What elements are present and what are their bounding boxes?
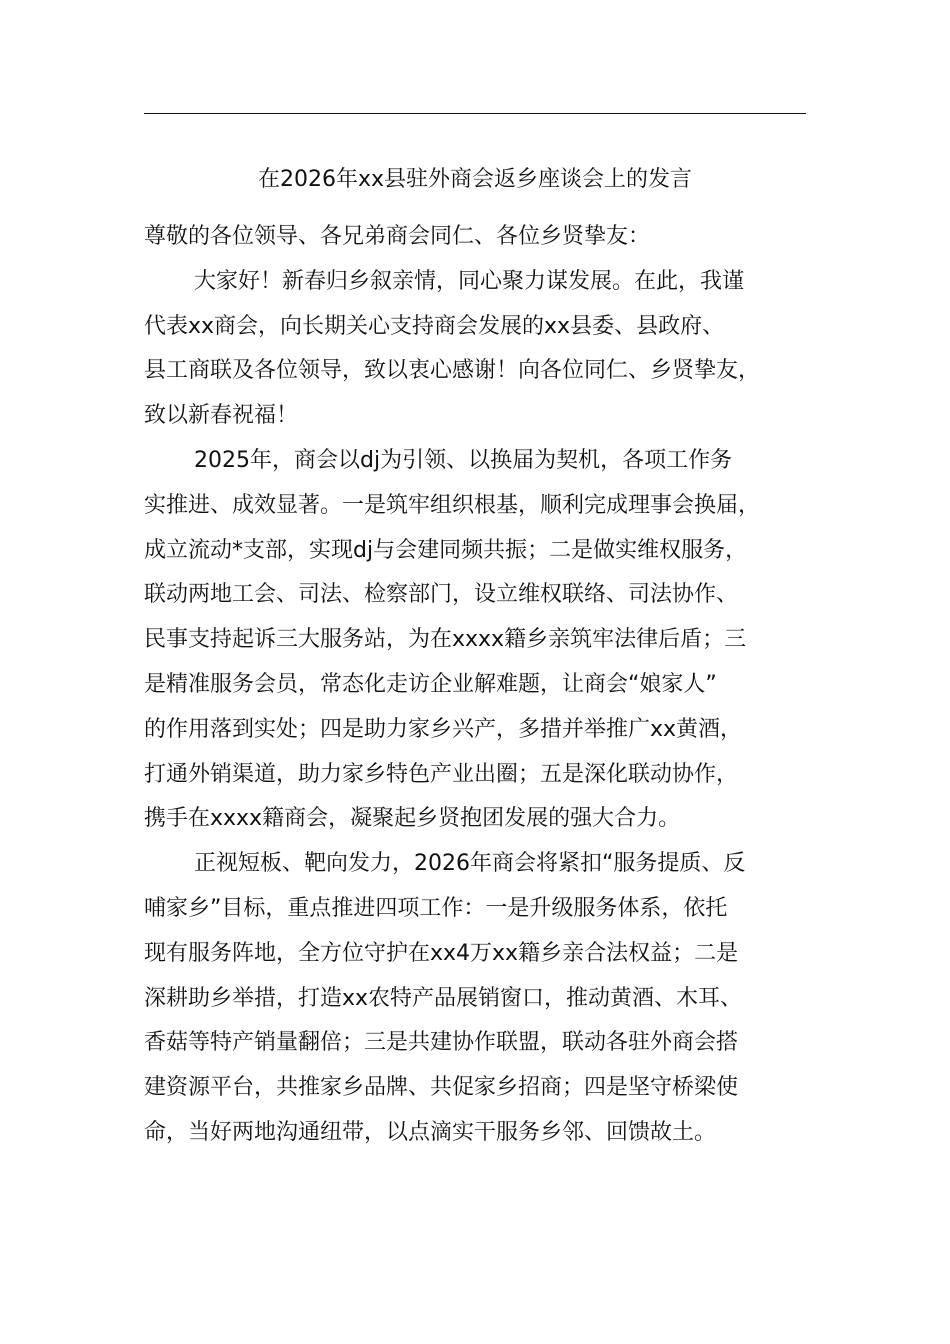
paragraph-line: 实推进、成效显著。一是筑牢组织根基，顺利完成理事会换届，	[144, 492, 761, 518]
salutation: 尊敬的各位领导、各兄弟商会同仁、各位乡贤挚友：	[144, 224, 651, 249]
paragraph-line: 大家好！新春归乡叙亲情，同心聚力谋发展。在此，我谨	[194, 268, 745, 294]
paragraph-line: 命，当好两地沟通纽带，以点滴实干服务乡邻、回馈故土。	[144, 1119, 717, 1145]
paragraph-line: 联动两地工会、司法、检察部门，设立维权联络、司法协作、	[144, 582, 739, 608]
header-rule	[144, 113, 806, 114]
paragraph-line: 成立流动*支部，实现dj与会建同频共振；二是做实维权服务，	[144, 537, 748, 563]
paragraph-line: 是精准服务会员，常态化走访企业解难题，让商会“娘家人”	[144, 671, 717, 697]
paragraph-line: 香菇等特产销量翻倍；三是共建协作联盟，联动各驻外商会搭	[144, 1030, 739, 1056]
paragraph-greeting	[144, 260, 824, 439]
paragraph-line: 打通外销渠道，助力家乡特色产业出圈；五是深化联动协作，	[144, 761, 739, 787]
paragraph-line: 代表xx商会，向长期关心支持商会发展的xx县委、县政府、	[144, 313, 725, 339]
paragraph-line: 哺家乡”目标，重点推进四项工作：一是升级服务体系，依托	[144, 895, 728, 921]
paragraph-line: 现有服务阵地，全方位守护在xx4万xx籍乡亲合法权益；二是	[144, 940, 739, 966]
document-body	[144, 215, 824, 1156]
paragraph-line: 正视短板、靶向发力，2026年商会将紧扣“服务提质、反	[194, 851, 746, 877]
paragraph-line: 携手在xxxx籍商会，凝聚起乡贤抱团发展的强大合力。	[144, 806, 681, 832]
paragraph-line: 致以新春祝福！	[144, 403, 299, 429]
paragraph-line: 2025年，商会以dj为引领、以换届为契机，各项工作务	[194, 447, 733, 473]
paragraph-line: 深耕助乡举措，打造xx农特产品展销窗口，推动黄酒、木耳、	[144, 985, 743, 1011]
paragraph-line: 建资源平台，共推家乡品牌、共促家乡招商；四是坚守桥梁使	[144, 1075, 739, 1101]
paragraph-line: 的作用落到实处；四是助力家乡兴产，多措并举推广xx黄酒，	[144, 716, 743, 742]
document-title: 在2026年xx县驻外商会返乡座谈会上的发言	[257, 167, 693, 192]
paragraph-review-2025	[144, 439, 824, 842]
paragraph-plan-2026	[144, 842, 824, 1156]
paragraph-line: 县工商联及各位领导，致以衷心感谢！向各位同仁、乡贤挚友，	[144, 358, 761, 384]
paragraph-line: 民事支持起诉三大服务站，为在xxxx籍乡亲筑牢法律后盾；三	[144, 627, 747, 653]
